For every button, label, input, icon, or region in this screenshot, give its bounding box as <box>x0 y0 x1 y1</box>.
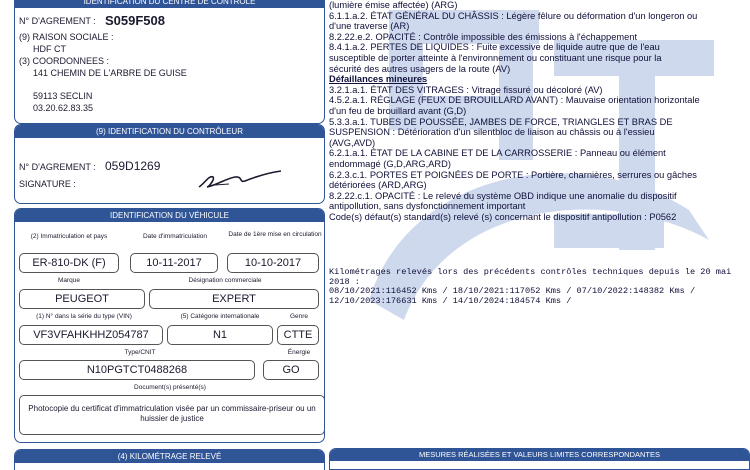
defaut-line: endommagé (G,D,ARG,ARD) <box>329 158 451 169</box>
defaut-line: d'un feu de brouillard avant (G,D) <box>329 105 467 116</box>
type-label: Type/CNIT <box>124 349 156 356</box>
genre-label: Genre <box>289 313 309 320</box>
signature-image <box>195 165 285 193</box>
km-history-line: Kilométrages relevés lors des précédents contrôles techniques depuis le 20 mai 2018 : <box>329 267 732 287</box>
docs-text: Photocopie du certificat d'immatriculation visée par un commissaire-priseur ou un huissier de justice <box>28 404 316 423</box>
centre-address: 141 CHEMIN DE L'ARBRE DE GUISE <box>33 68 187 78</box>
defaut-line: susceptible de porter atteinte à l'environnement ou constituant une risque pour la <box>329 52 662 63</box>
signature-label: SIGNATURE : <box>19 179 76 189</box>
km-history-line: 08/10/2021:116452 Kms / 18/10/2021:117052 Kms / 07/10/2022:148382 Kms / <box>329 286 696 297</box>
defaut-line: d'une traverse (AR) <box>329 21 410 32</box>
date-mise-field: 10-10-2017 <box>227 253 319 273</box>
defaut-line: 8.2.22.c.1. OPACITÉ : Le relevé du système OBD indique une anomalie du dispositif <box>329 190 677 201</box>
coordonnees-label: (3) COORDONNEES : <box>19 56 110 66</box>
centre-agrement-label: N° D'AGREMENT : <box>19 16 96 26</box>
controleur-agrement-value: 059D1269 <box>105 159 161 173</box>
defaut-line: détériorées (ARD,ARG) <box>329 180 427 191</box>
right-column <box>329 0 750 470</box>
defaut-line: 6.2.1.a.1. ÉTAT DE LA CABINE ET DE LA CARROSSERIE : Panneau ou élément <box>329 148 666 159</box>
docs-field <box>19 395 325 435</box>
defaut-line: (lumière émise affectée) (ARG) <box>329 0 458 10</box>
date-immat-col-label: Date d'immatriculation <box>142 233 208 240</box>
defaut-line: Code(s) défaut(s) standard(s) relevé (s) concernant le dispositif antipollution : P0562 <box>329 211 677 222</box>
energie-field: GO <box>263 360 319 380</box>
centre-header: IDENTIFICATION DU CENTRE DE CONTROLE <box>15 0 324 8</box>
energie-label: Énergie <box>287 349 311 356</box>
defaut-line: (AVG,AVD) <box>329 137 376 148</box>
centre-agrement-value: S059F508 <box>105 13 165 28</box>
km-history-block <box>329 268 739 306</box>
defaut-line: sécurité des autres usagers de la route (AV) <box>329 63 511 74</box>
defaut-line: SUSPENSION : Détérioration d'un silentbloc de liaison au châssis ou à l'essieu <box>329 127 655 138</box>
vehicule-panel <box>14 208 325 443</box>
centre-phone: 03.20.62.83.35 <box>33 103 94 113</box>
marque-field: PEUGEOT <box>19 289 145 309</box>
designation-field: EXPERT <box>149 289 319 309</box>
controleur-header: (9) IDENTIFICATION DU CONTRÔLEUR <box>15 125 324 138</box>
categorie-field: N1 <box>167 325 273 345</box>
defaut-line: 6.1.1.a.2. ÉTAT GÉNÉRAL DU CHÂSSIS : Légère fêlure ou déformation d'un longeron ou <box>329 10 698 21</box>
genre-field: CTTE <box>277 325 319 345</box>
controleur-agrement-label: N° D'AGREMENT : <box>19 162 96 172</box>
defaut-line: 6.2.3.c.1. PORTES ET POIGNÉES DE PORTE : Portière, charnières, serrures ou gâches <box>329 169 697 180</box>
kilometrage-panel <box>14 449 325 470</box>
marque-label: Marque <box>57 277 81 284</box>
raison-sociale-label: (9) RAISON SOCIALE : <box>19 32 114 42</box>
defaut-line: 4.5.2.a.1. RÉGLAGE (FEUX DE BROUILLARD AVANT) : Mauvaise orientation horizontale <box>329 95 700 106</box>
designation-label: Désignation commerciale <box>188 277 262 284</box>
defauts-top-block <box>329 0 739 222</box>
categorie-label: (5) Catégorie internationale <box>180 313 260 320</box>
immat-col-label: (2) Immatriculation et pays <box>30 233 108 240</box>
kilometrage-header: (4) KILOMÉTRAGE RELEVÉ <box>15 450 324 463</box>
controleur-panel <box>14 124 325 204</box>
km-history-line: 12/10/2023:176631 Kms / 14/10/2024:184574 Kms / <box>329 295 572 306</box>
type-field: N10PGTCT0488268 <box>19 360 255 380</box>
mineures-title: Défaillances mineures <box>329 74 428 85</box>
raison-sociale-value: HDF CT <box>33 44 66 54</box>
vehicule-header: IDENTIFICATION DU VÉHICULE <box>15 209 324 222</box>
centre-panel <box>14 0 325 124</box>
vin-label: (1) N° dans la série du type (VIN) <box>36 313 132 320</box>
date-mise-col-label: Date de 1ère mise en circulation <box>228 231 322 238</box>
mesures-header: MESURES RÉALISÉES ET VALEURS LIMITES CORRESPONDANTES <box>330 449 749 461</box>
docs-label: Document(s) présenté(s) <box>134 384 206 391</box>
defaut-line: 8.2.22.e.2. OPACITÉ : Contrôle impossible des émissions à l'échappement <box>329 31 638 42</box>
defaut-line: antipollution, sans dysfonctionnement important <box>329 201 526 212</box>
defaut-line: 3.2.1.a.1. ÉTAT DES VITRAGES : Vitrage fissuré ou décoloré (AV) <box>329 84 603 95</box>
defaut-line: 8.4.1.a.2. PERTES DE LIQUIDES : Fuite excessive de liquide autre que de l'eau <box>329 42 660 53</box>
date-immat-field: 10-11-2017 <box>130 253 218 273</box>
defaut-line: 5.3.3.a.1. TUBES DE POUSSÉE, JAMBES DE FORCE, TRIANGLES ET BRAS DE <box>329 116 673 127</box>
centre-city: 59113 SECLIN <box>33 91 93 101</box>
immatriculation-field: ER-810-DK (F) <box>19 253 119 273</box>
mesures-panel <box>329 448 750 470</box>
vin-field: VF3VFAHKHHZ054787 <box>19 325 163 345</box>
